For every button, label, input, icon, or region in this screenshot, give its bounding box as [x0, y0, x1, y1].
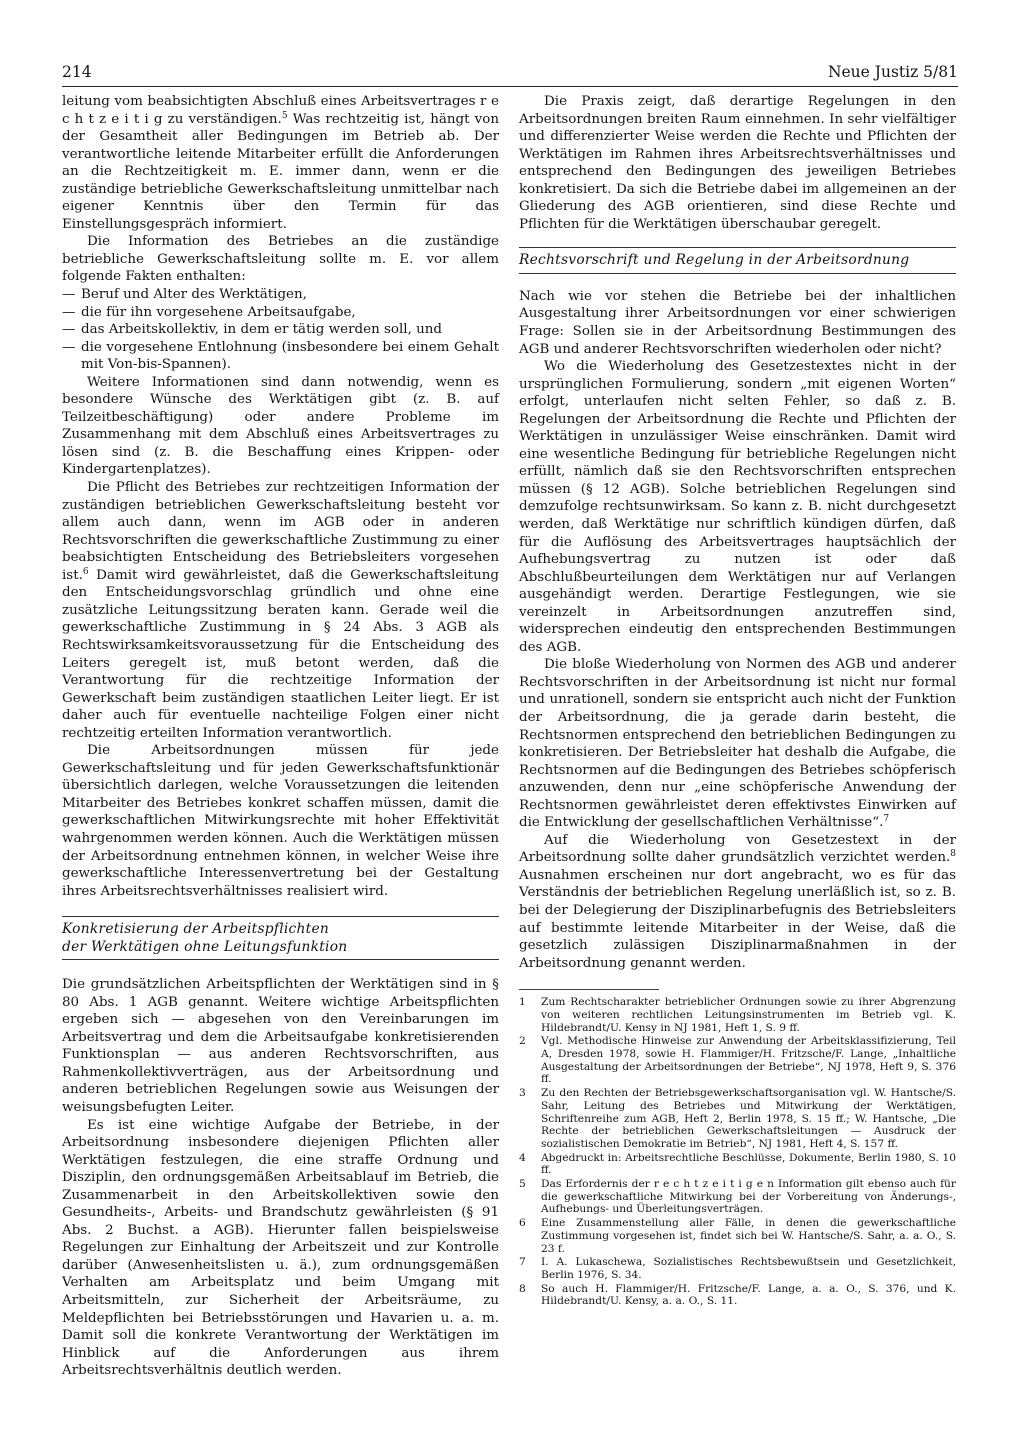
list-item-text: das Arbeitskollektiv, in dem er tätig werden soll, und: [81, 322, 443, 338]
text-span: Die bloße Wiederholung von Normen des AGB und anderer Rechtsvorschriften in der Arbeitsordnung ist nicht nur formal und unrationell, sondern sie entspricht auch nicht der Funktion der Arbeitsordnung, die ja gerade darin besteht, die Rechtsnormen entsprechend den betrieblichen Bedingungen zu konkretisieren. Der Betriebsleiter hat deshalb die Aufgabe, die Rechtsnormen auf die Bedingungen des Betriebes schöpferisch anzuwenden, denn nur „eine schöpferische Anwendung der Rechtsnormen gewährleistet deren effektivstes Einwirken auf die Entwicklung der gesellschaftlichen Verhältnisse“.: [519, 657, 956, 831]
header-rule: [62, 86, 958, 87]
paragraph: Die Information des Betriebes an die zuständige betriebliche Gewerkschaftsleitung sollte m. E. vor allem folgende Fakten enthalten:: [62, 234, 499, 285]
text-span: Die Pflicht des Betriebes zur rechtzeitigen Information der zuständigen betrieblichen Gewerkschaftsleitung besteht vor allem auch dann, wenn im AGB oder in anderen Rechtsvorschriften die gewerkschaftliche Zustimmung zu einer beabsichtigten Entscheidung des Betriebsleiters vorgesehen ist.: [62, 480, 499, 583]
footnote-text: Das Erfordernis der r e c h t z e i t i g e n Information gilt ebenso auch für die gewerkschaftliche Mitwirkung bei der Vorbereitung von Änderungs-, Aufhebungs- und Überleitungsverträgen.: [541, 1177, 956, 1216]
dash-bullet: —: [62, 287, 76, 303]
footnote-number: 6: [519, 1216, 526, 1230]
dash-bullet: —: [62, 322, 76, 338]
footnote: [519, 996, 956, 1034]
paragraph: Wo die Wiederholung des Gesetzestextes nicht in der ursprünglichen Formulierung, sondern „mit eigenen Worten“ erfolgt, unterlaufen nicht selten Fehler, so daß z. B. Regelungen der Arbeitsordnung die Rechte und Pflichten der Werktätigen in unzulässiger Weise einschränken. Damit wird eine wesentliche Bedingung für betriebliche Regelungen nicht erfüllt, nämlich daß sie den Rechtsvorschriften entsprechen müssen (§ 12 AGB). Solche betrieblichen Regelungen sind demzufolge rechtsunwirksam. So kann z. B. nicht durchgesetzt werden, daß Werktätige nur schriftlich kündigen dürfen, daß für die Auflösung des Arbeitsvertrages hauptsächlich der Aufhebungsvertrag zu nutzen ist oder daß Abschlußbeurteilungen dem Werktätigen nur auf Verlangen ausgehändigt werden. Derartige Festlegungen, wie sie vereinzelt in Arbeitsordnungen anzutreffen sind, widersprechen eindeutig den entsprechenden Bestimmungen des AGB.: [519, 359, 956, 655]
text-span: Auf die Wiederholung von Gesetzestext in der Arbeitsordnung sollte daher grundsätzlich verzichtet werden.: [519, 832, 956, 866]
page-number: 214: [62, 63, 92, 81]
section-heading-box: [519, 247, 956, 274]
list-item-text: die für ihn vorgesehene Arbeitsaufgabe,: [81, 304, 356, 320]
footnote-ref[interactable]: 7: [883, 814, 890, 825]
section-heading-line: der Werktätigen ohne Leitungsfunktion: [62, 938, 348, 955]
footnote-number: 2: [519, 1034, 526, 1048]
footnote: [519, 1035, 956, 1086]
paragraph: [62, 93, 499, 233]
left-column: [62, 93, 499, 1380]
text-span: Was rechtzeitig ist, hängt von der Gesamtheit aller Bedingungen im Betrieb ab. Der verantwortliche leitende Mitarbeiter erfüllt die Anforderungen an die Rechtzeitigkeit m. E. immer dann, wenn er die zuständige betriebliche Gewerkschaftsleitung unmittelbar nach eigener Kenntnis über den Termin für das Einstellungsgespräch informiert.: [62, 111, 500, 232]
right-column: [519, 93, 956, 1309]
footnote-number: 4: [519, 1150, 526, 1164]
footnote-rule: [519, 989, 659, 990]
footnote-number: 1: [519, 995, 526, 1009]
paragraph: [519, 656, 956, 831]
footnote-text: I. A. Lukaschewa, Sozialistisches Rechtsbewußtsein und Gesetzlichkeit, Berlin 1976, S. 34.: [541, 1255, 956, 1281]
text-span: leitung vom beabsichtigten Abschluß eines Arbeitsvertrages r e c h t z e i t i g zu verständigen.: [62, 94, 499, 127]
text-span: Ausnahmen erscheinen nur dort angebracht, wo es für das Verständnis der betrieblichen Regelung unerläßlich ist, so z. B. bei der Delegierung der Disziplinarbefugnis des Betriebsleiters auf bestimmte leitende Mitarbeiter in der Weise, daß die gesetzlich zulässigen Disziplinarmaßnahmen in der Arbeitsordnung genannt werden.: [519, 867, 956, 971]
section-heading-box: [62, 916, 499, 960]
footnote-text: Zum Rechtscharakter betrieblicher Ordnungen sowie zu ihrer Abgrenzung von weiteren rechtlichen Leitungsinstrumenten im Betrieb vgl. K. Hildebrandt/U. Kensy in NJ 1981, Heft 1, S. 9 ff.: [541, 995, 956, 1034]
paragraph: Die Arbeitsordnungen müssen für jede Gewerkschaftsleitung und für jeden Gewerkschaftsfunktionär übersichtlich darlegen, welche Voraussetzungen die leitenden Mitarbeiter des Betriebes konkret schaffen müssen, damit die gewerkschaftlichen Mitwirkungsrechte mit hoher Effektivität wahrgenommen werden können. Auch die Werktätigen müssen der Arbeitsordnung entnehmen können, in welcher Weise ihre gewerkschaftliche Interessenvertretung bei der Gestaltung ihres Arbeitsrechtsverhältnisses realisiert wird.: [62, 743, 499, 899]
paragraph: Die grundsätzlichen Arbeitspflichten der Werktätigen sind in § 80 Abs. 1 AGB genannt. Weitere wichtige Arbeitspflichten ergeben sich — abgesehen von den Vereinbarungen im Arbeitsvertrag und dem die Arbeitsaufgabe konkretisierenden Funktionsplan — aus anderen Rechtsvorschriften, aus Rahmenkollektivverträgen, aus der Arbeitsordnung und anderen betrieblichen Regelungen sowie aus Weisungen der weisungsbefugten Leiter.: [62, 977, 499, 1115]
footnote-ref[interactable]: 6: [82, 566, 89, 577]
footnote-number: 8: [519, 1281, 526, 1295]
paragraph: Weitere Informationen sind dann notwendig, wenn es besondere Wünsche des Werktätigen gibt (z. B. auf Teilzeitbeschäftigung) oder andere Probleme im Zusammenhang mit dem Abschluß eines Arbeitsvertrages zu lösen sind (z. B. die Beschaffung eines Krippen- oder Kindergartenplatzes).: [62, 374, 499, 478]
footnote: [519, 1178, 956, 1216]
list-item: [62, 339, 499, 374]
footnote: [519, 1217, 956, 1255]
footnote: [519, 1283, 956, 1308]
dash-bullet: —: [62, 304, 76, 320]
footnote-text: So auch H. Flammiger/H. Fritzsche/F. Lange, a. a. O., S. 376, und K. Hildebrandt/U. Kensy, a. a. O., S. 11.: [541, 1281, 956, 1308]
footnote-list: [519, 996, 956, 1308]
fact-list: [62, 286, 499, 374]
list-item: [62, 304, 499, 322]
paragraph: [519, 832, 956, 972]
footnote-text: Abgedruckt in: Arbeitsrechtliche Beschlüsse, Dokumente, Berlin 1980, S. 10 ff.: [541, 1150, 956, 1177]
list-item-text: die vorgesehene Entlohnung (insbesondere bei einem Gehalt mit Von-bis-Spannen).: [81, 339, 499, 373]
footnote: [519, 1152, 956, 1177]
paragraph: Es ist eine wichtige Aufgabe der Betriebe, in der Arbeitsordnung insbesondere diejenigen Pflichten aller Werktätigen festzulegen, die eine straffe Ordnung und Disziplin, den ordnungsgemäßen Arbeitsablauf im Betrieb, die Zusammenarbeit in den Arbeitskollektiven sowie den Gesundheits-, Arbeits- und Brandschutz gewährleisten (§ 91 Abs. 2 Buchst. a AGB). Hierunter fallen beispielsweise Regelungen zur Einhaltung der Arbeitszeit und zur Kontrolle darüber (Anwesenheitslisten u. ä.), zum ordnungsgemäßen Verhalten am Arbeitsplatz und beim Umgang mit Arbeitsmitteln, zur Sicherheit der Arbeitsräume, zu Meldepflichten bei Betriebsstörungen und Havarien u. a. m. Damit soll die konkrete Verantwortung der Werktätigen im Hinblick auf die Anforderungen aus ihrem Arbeitsrechtsverhältnis deutlich werden.: [62, 1117, 499, 1379]
page-header: [62, 63, 958, 85]
section-heading: Rechtsvorschrift und Regelung in der Arbeitsordnung: [519, 252, 910, 269]
paragraph: Nach wie vor stehen die Betriebe bei der inhaltlichen Ausgestaltung ihrer Arbeitsordnungen vor einer schwierigen Frage: Sollen sie in der Arbeitsordnung Bestimmungen des AGB und anderer Rechtsvorschriften wiederholen oder nicht?: [519, 288, 956, 357]
footnote-ref[interactable]: 8: [950, 849, 956, 860]
journal-issue: Neue Justiz 5/81: [827, 63, 958, 81]
paragraph: [62, 479, 499, 742]
list-item: [62, 321, 499, 339]
footnote-number: 3: [519, 1086, 526, 1100]
text-span: Damit wird gewährleistet, daß die Gewerkschaftsleitung den Entscheidungsvorschlag gründlich und ohne eine zusätzliche Leitungssitzung beraten kann. Gerade weil die gewerkschaftliche Zustimmung in § 24 Abs. 3 AGB als Rechtswirksamkeitsvoraussetzung für die Entscheidung des Leiters geregelt ist, muß betont werden, daß die Verantwortung für die rechtzeitige Information der Gewerkschaft beim zuständigen staatlichen Leiter liegt. Er ist daher auch für eventuelle nachteilige Folgen einer nicht rechtzeitig erteilten Information verantwortlich.: [62, 567, 499, 741]
section-heading-line: Konkretisierung der Arbeitspflichten: [62, 921, 329, 938]
list-item-text: Beruf und Alter des Werktätigen,: [81, 287, 307, 303]
paragraph: Die Praxis zeigt, daß derartige Regelungen in den Arbeitsordnungen breiten Raum einnehmen. In sehr vielfältiger und differenzierter Weise werden die Rechte und Pflichten der Werktätigen im Rahmen ihres Arbeitsrechtsverhältnisses und entsprechend den Bedingungen des jeweiligen Betriebes konkretisiert. Da sich die Betriebe dabei im allgemeinen an der Gliederung des AGB orientieren, sind diese Rechte und Pflichten für die Werktätigen überschaubar geregelt.: [519, 94, 956, 232]
footnote-text: Zu den Rechten der Betriebsgewerkschaftsorganisation vgl. W. Hantsche/S. Sahr, Leitung des Betriebes und Mitwirkung der Werktätigen, Schriftenreihe zum AGB, Heft 2, Berlin 1978, S. 15 ff.; W. Hantsche, „Die Rechte der betrieblichen Gewerkschaftsleitungen — Ausdruck der sozialistischen Demokratie im Betrieb“, NJ 1981, Heft 4, S. 157 ff.: [541, 1086, 956, 1150]
footnote-number: 7: [519, 1255, 526, 1269]
footnote-ref[interactable]: 5: [281, 110, 288, 121]
list-item: [62, 286, 499, 304]
footnote-number: 5: [519, 1177, 526, 1191]
footnote-text: Vgl. Methodische Hinweise zur Anwendung der Arbeitsklassifizierung, Teil A, Dresden 1978, sowie H. Flammiger/H. Fritzsche/F. Lange, „Inhaltliche Ausgestaltung der Arbeitsordnungen der Betriebe“, NJ 1978, Heft 9, S. 376 ff.: [541, 1034, 956, 1086]
footnote: [519, 1087, 956, 1151]
footnote: [519, 1256, 956, 1281]
footnote-text: Eine Zusammenstellung aller Fälle, in denen die gewerkschaftliche Zustimmung vorgesehen ist, findet sich bei W. Hantsche/S. Sahr, a. a. O., S. 23 f.: [541, 1216, 956, 1255]
dash-bullet: —: [62, 339, 76, 355]
